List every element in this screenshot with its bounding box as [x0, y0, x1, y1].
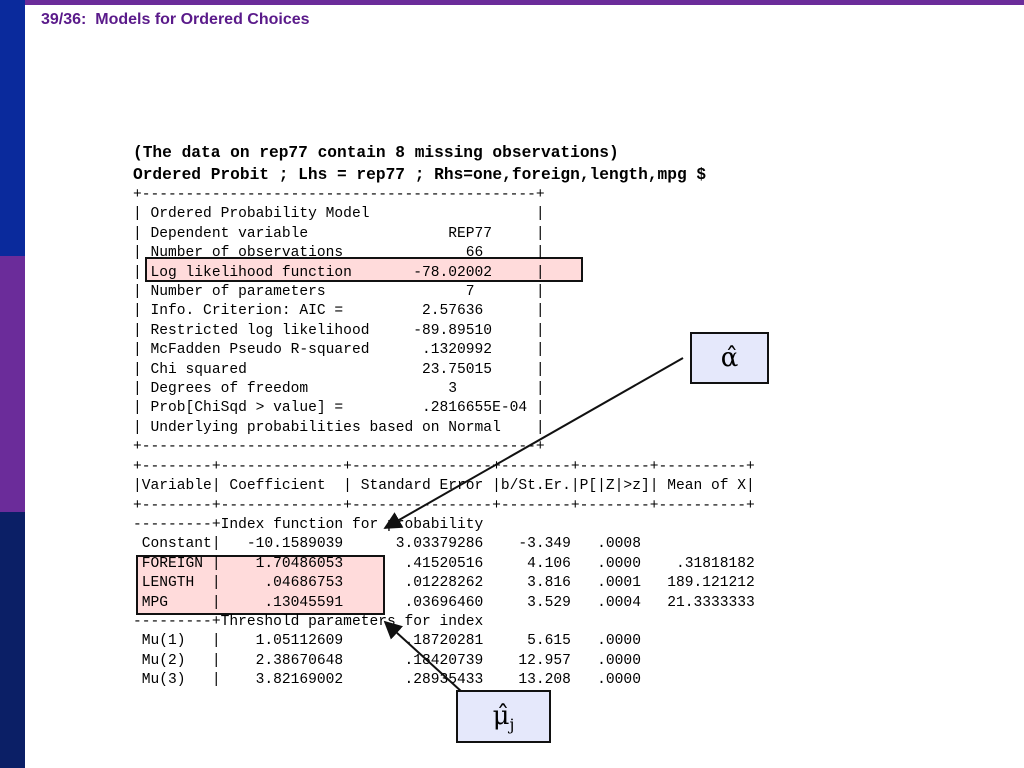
index-function-section: ---------+Index function for probability: [133, 516, 484, 533]
threshold-section: ---------+Threshold parameters for index: [133, 613, 484, 630]
box-border-top: +---------------------------------------------+: [133, 187, 545, 203]
table-row-length: LENGTH | .04686753 .01228262 3.816 .0001 189.121212: [133, 575, 755, 592]
missing-obs-note: (The data on rep77 contain 8 missing observations): [133, 144, 619, 162]
chi-squared-line: | Chi squared 23.75015 |: [133, 361, 545, 378]
pseudo-r2-line: | McFadden Pseudo R-squared .1320992 |: [133, 342, 545, 359]
dof-line: | Degrees of freedom 3 |: [133, 381, 545, 398]
table-header-row: |Variable| Coefficient | Standard Error |b/St.Er.|P[|Z|>z]| Mean of X|: [133, 478, 755, 495]
table-row-foreign: FOREIGN | 1.70486053 .41520516 4.106 .0000 .31818182: [133, 555, 755, 572]
command-line: Ordered Probit ; Lhs = rep77 ; Rhs=one,foreign,length,mpg $: [133, 165, 707, 184]
box-border-bottom: +---------------------------------------------+: [133, 439, 545, 456]
table-row-mu3: Mu(3) | 3.82169002 .28935433 13.208 .0000: [133, 672, 641, 689]
restricted-ll-line: | Restricted log likelihood -89.89510 |: [133, 322, 545, 339]
observations-line: | Number of observations 66 |: [133, 245, 545, 262]
table-border-top: +--------+--------------+----------------+--------+--------+----------+: [133, 458, 755, 475]
aic-line: | Info. Criterion: AIC = 2.57636 |: [133, 303, 545, 320]
table-row-mu2: Mu(2) | 2.38670648 .18420739 12.957 .0000: [133, 652, 641, 669]
prob-chisq-line: | Prob[ChiSqd > value] = .2816655E-04 |: [133, 400, 545, 417]
mu-subscript: j: [509, 715, 515, 735]
alpha-symbol: α̂: [720, 343, 739, 373]
dependent-variable-line: | Dependent variable REP77 |: [133, 225, 545, 242]
slide-title: 39/36: Models for Ordered Choices: [41, 11, 310, 28]
alpha-callout: [690, 332, 769, 384]
underlying-prob-line: | Underlying probabilities based on Normal |: [133, 419, 545, 436]
mu-symbol: μ̂: [492, 701, 510, 731]
alpha-arrow: [385, 358, 683, 528]
model-name-line: | Ordered Probability Model |: [133, 206, 545, 223]
parameters-line: | Number of parameters 7 |: [133, 284, 545, 301]
table-row-mu1: Mu(1) | 1.05112609 .18720281 5.615 .0000: [133, 633, 641, 650]
mu-arrow: [385, 622, 462, 692]
log-likelihood-line: | Log likelihood function -78.02002 |: [133, 264, 545, 281]
mu-callout: [456, 690, 551, 743]
table-row-mpg: MPG | .13045591 .03696460 3.529 .0004 21.3333333: [133, 594, 755, 611]
table-row-constant: Constant| -10.1589039 3.03379286 -3.349 .0008: [133, 536, 641, 553]
table-border-mid: +--------+--------------+----------------+--------+--------+----------+: [133, 497, 755, 514]
